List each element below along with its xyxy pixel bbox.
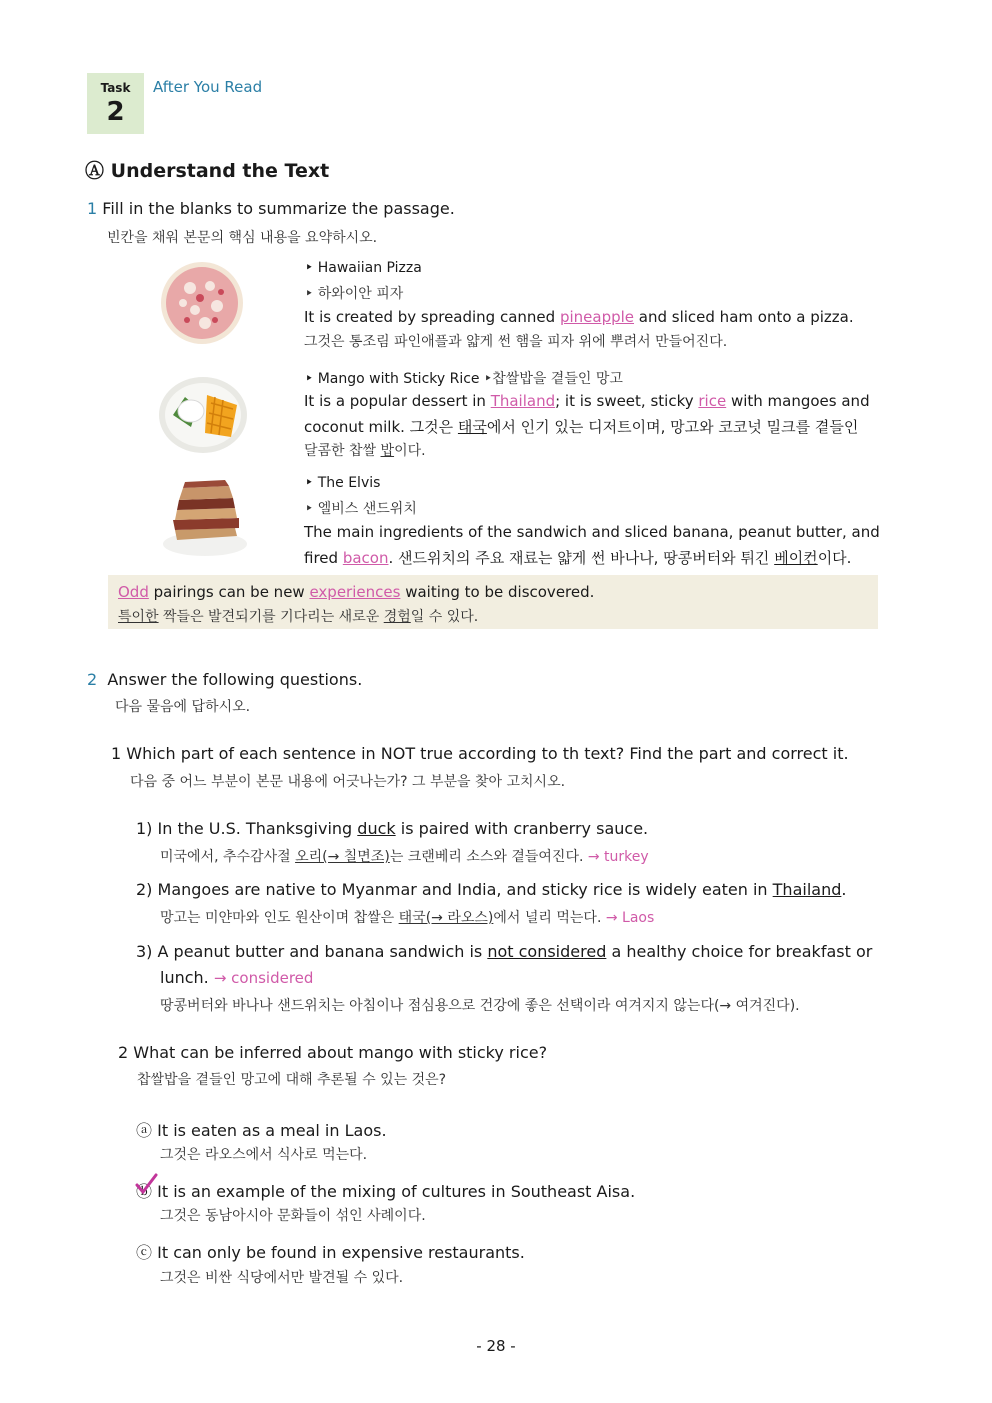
food3-name-ko: ‣ 엘비스 샌드위치 bbox=[305, 501, 417, 517]
item3-en1: A peanut butter and banana sandwich is bbox=[157, 942, 488, 961]
item2-underlined: Thailand bbox=[772, 880, 842, 899]
checkmark-icon bbox=[134, 1173, 158, 1197]
food2-answer-1: Thailand bbox=[490, 392, 556, 410]
item3-en2: a healthy choice for breakfast or bbox=[606, 942, 873, 961]
q2-instruction-ko: 다음 물음에 답하시오. bbox=[115, 699, 251, 715]
food2-name: ‣ Mango with Sticky Rice ‣찹쌀밥을 곁들인 망고 bbox=[305, 371, 623, 387]
option-a-marker: ⓐ bbox=[136, 1121, 153, 1140]
q1-instruction-text: Fill in the blanks to summarize the passage. bbox=[102, 199, 455, 218]
q2-instruction-text: Answer the following questions. bbox=[107, 670, 363, 689]
summary-ko-2: 일 수 있다. bbox=[410, 609, 479, 625]
sub1-item-3-ko: 땅콩버터와 바나나 샌드위치는 아침이나 점심용으로 건강에 좋은 선택이라 여겨지지 않는다(→ 여겨진다). bbox=[160, 998, 800, 1014]
sub1-question: 1 Which part of each sentence in NOT true according to th text? Find the part and correct it. bbox=[111, 744, 849, 763]
option-a-text: It is eaten as a meal in Laos. bbox=[157, 1121, 387, 1140]
food2-en2: ; it is sweet, sticky bbox=[555, 392, 699, 410]
sub1-item-3 bbox=[136, 942, 872, 961]
option-b bbox=[136, 1179, 635, 1202]
food1-name-text: Hawaiian Pizza bbox=[317, 260, 422, 276]
food1-en-after: and sliced ham onto a pizza. bbox=[634, 308, 854, 326]
food3-ko-answer: 베이컨 bbox=[774, 549, 818, 567]
q1-instruction-ko: 빈칸을 채워 본문의 핵심 내용을 요약하시오. bbox=[107, 230, 378, 246]
q1-number: 1 bbox=[87, 199, 98, 218]
task-number: 2 bbox=[106, 97, 125, 127]
food1-ko: 그것은 통조림 파인애플과 얇게 썬 햄을 피자 위에 뿌려서 만들어진다. bbox=[304, 334, 728, 350]
summary-answer-2: experiences bbox=[309, 583, 401, 601]
item1-en2: is paired with cranberry sauce. bbox=[395, 819, 649, 838]
food2-en3: with mangoes and bbox=[726, 392, 870, 410]
item2-en2: . bbox=[841, 880, 847, 899]
food3-name-ko-text: 엘비스 샌드위치 bbox=[317, 501, 417, 517]
item3-en3: lunch. bbox=[160, 968, 214, 987]
food1-name-ko: ‣ 하와이안 피자 bbox=[305, 286, 404, 302]
pizza-image bbox=[155, 258, 250, 348]
item1-answer: → turkey bbox=[587, 849, 649, 865]
item1-en1: In the U.S. Thanksgiving bbox=[157, 819, 358, 838]
item1-underlined: duck bbox=[357, 819, 396, 838]
sub1-item-2-ko bbox=[160, 907, 654, 927]
elvis-sandwich-image bbox=[155, 470, 250, 560]
item3-num: 3) bbox=[136, 942, 153, 961]
food2-line1 bbox=[304, 392, 870, 410]
section-title-text: Understand the Text bbox=[110, 160, 330, 182]
q1-instruction bbox=[87, 199, 455, 218]
task-badge bbox=[87, 73, 144, 134]
food3-line2 bbox=[304, 547, 851, 568]
section-title bbox=[85, 156, 329, 183]
item2-answer: → Laos bbox=[605, 910, 655, 926]
food2-ko3: 달콤한 찹쌀 bbox=[304, 443, 381, 459]
food3-line1: The main ingredients of the sandwich and sliced banana, peanut butter, and bbox=[304, 523, 880, 541]
summary-ko-answer-2: 경험 bbox=[383, 609, 411, 625]
item2-ko2: 에서 널리 먹는다. bbox=[493, 910, 606, 926]
summary-en bbox=[118, 583, 594, 601]
option-b-ko: 그것은 동남아시아 문화들이 섞인 사례이다. bbox=[160, 1208, 426, 1224]
item1-num: 1) bbox=[136, 819, 153, 838]
food1-en-before: It is created by spreading canned bbox=[304, 308, 560, 326]
q2-number: 2 bbox=[87, 670, 98, 689]
option-c-ko: 그것은 비싼 식당에서만 발견될 수 있다. bbox=[160, 1270, 404, 1286]
food2-line3 bbox=[304, 440, 426, 460]
food2-ko-answer-2: 밥 bbox=[380, 443, 395, 459]
item3-answer: → considered bbox=[213, 969, 314, 987]
food2-ko2: 에서 인기 있는 디저트이며, 망고와 코코넛 밀크를 곁들인 bbox=[486, 418, 859, 436]
item1-ko2: 는 크랜베리 소스와 곁들여진다. bbox=[389, 849, 588, 865]
item2-ko1: 망고는 미얀마와 인도 원산이며 찹쌀은 bbox=[160, 910, 399, 926]
summary-en-2: waiting to be discovered. bbox=[400, 583, 595, 601]
sub1-item-2 bbox=[136, 880, 846, 899]
task-title: After You Read bbox=[153, 78, 263, 96]
food2-en4: coconut milk. 그것은 bbox=[304, 418, 458, 436]
food2-answer-2: rice bbox=[698, 392, 727, 410]
food1-answer: pineapple bbox=[559, 308, 635, 326]
food2-name-text: Mango with Sticky Rice bbox=[317, 371, 480, 387]
food3-answer: bacon bbox=[342, 549, 389, 567]
food3-name-text: The Elvis bbox=[317, 475, 381, 491]
food2-ko4: 이다. bbox=[394, 443, 426, 459]
food3-ko-end: 이다. bbox=[817, 549, 852, 567]
option-c-text: It can only be found in expensive restaurants. bbox=[157, 1243, 525, 1262]
option-c bbox=[136, 1240, 525, 1263]
food2-ko-answer-1: 태국 bbox=[457, 418, 487, 436]
sub1-item-1 bbox=[136, 819, 648, 838]
item2-ko-ul: 태국(→ 라오스) bbox=[398, 910, 494, 926]
option-a-ko: 그것은 라오스에서 식사로 먹는다. bbox=[160, 1147, 368, 1163]
food2-en1: It is a popular dessert in bbox=[304, 392, 491, 410]
item2-num: 2) bbox=[136, 880, 153, 899]
summary-answer-1: Odd bbox=[118, 583, 149, 601]
option-c-marker: ⓒ bbox=[136, 1243, 153, 1262]
summary-ko bbox=[118, 606, 478, 626]
food3-en3: . 샌드위치의 주요 재료는 얇게 썬 바나나, 땅콩버터와 튀긴 bbox=[388, 549, 775, 567]
summary-en-1: pairings can be new bbox=[148, 583, 310, 601]
sub1-item-3-line2 bbox=[160, 968, 313, 987]
sub2-question-ko: 찹쌀밥을 곁들인 망고에 대해 추론될 수 있는 것은? bbox=[137, 1072, 447, 1088]
task-label: Task bbox=[100, 81, 131, 95]
option-a bbox=[136, 1118, 387, 1141]
item1-ko1: 미국에서, 추수감사절 bbox=[160, 849, 296, 865]
summary-ko-answer-1: 특이한 bbox=[118, 609, 159, 625]
food1-name-ko-text: 하와이안 피자 bbox=[317, 286, 404, 302]
page-number: - 28 - bbox=[476, 1337, 516, 1355]
item3-underlined: not considered bbox=[487, 942, 607, 961]
food2-name-ko: 찹쌀밥을 곁들인 망고 bbox=[492, 371, 623, 387]
summary-ko-1: 짝들은 발견되기를 기다리는 새로운 bbox=[158, 609, 384, 625]
mango-sticky-rice-image bbox=[155, 367, 250, 457]
option-b-marker: ⓑ bbox=[136, 1182, 153, 1201]
sub1-question-ko: 다음 중 어느 부분이 본문 내용에 어긋나는가? 그 부분을 찾아 고치시오. bbox=[130, 774, 566, 790]
item1-ko-ul: 오리(→ 칠면조) bbox=[295, 849, 390, 865]
food2-line2 bbox=[304, 416, 858, 437]
food3-name: ‣ The Elvis bbox=[305, 475, 381, 491]
food1-name: ‣ Hawaiian Pizza bbox=[305, 260, 422, 276]
food3-en2: fired bbox=[304, 549, 343, 567]
q2-instruction bbox=[87, 670, 362, 689]
food1-sentence bbox=[304, 308, 854, 326]
option-b-text: It is an example of the mixing of cultures in Southeast Aisa. bbox=[157, 1182, 636, 1201]
sub1-item-1-ko bbox=[160, 846, 649, 866]
section-marker: Ⓐ bbox=[85, 160, 105, 182]
sub2-question: 2 What can be inferred about mango with sticky rice? bbox=[118, 1043, 548, 1062]
item2-en1: Mangoes are native to Myanmar and India, and sticky rice is widely eaten in bbox=[157, 880, 773, 899]
option-b-marker-wrap bbox=[136, 1179, 152, 1202]
